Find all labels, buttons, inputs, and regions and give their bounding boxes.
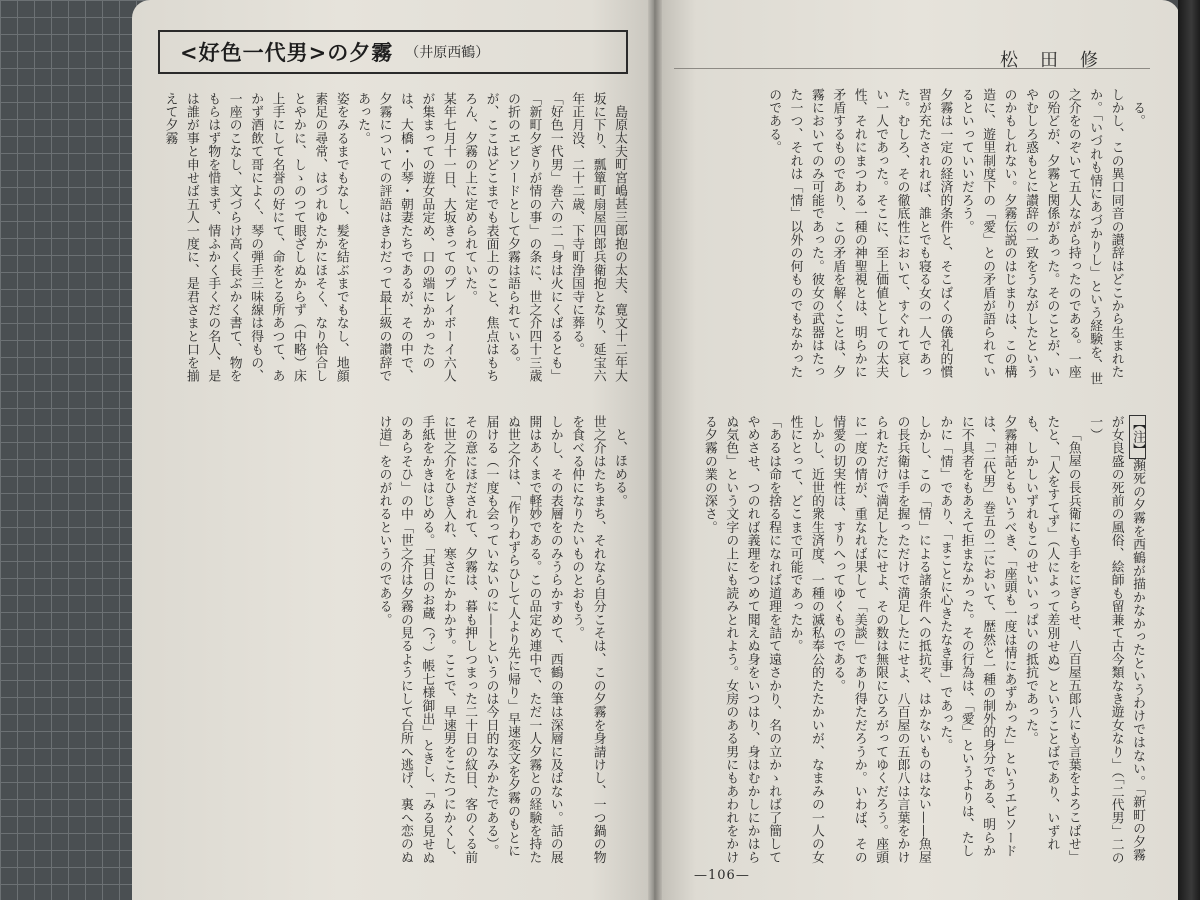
right-lower-text <box>670 415 1148 870</box>
left-upper-text <box>150 92 630 392</box>
article-subtitle: （井原西鶴） <box>405 45 490 61</box>
article-title-box <box>158 30 628 74</box>
left-upper-paragraph: 島原太夫町宮嶋甚三郎抱の太夫、寛文十二年大坂に下り、瓢簞町扇屋四郎兵衛抱となり、延宝六年正月没、二十二歳、下寺町浄国寺に葬る。 「好色一代男」巻六の二「身は火にくばるとも」「新町夕ぎりが情の事」の条に、世之介四十三歳の折のエピソードとして夕霧は語られている。が、ここはどこまでも表面上のこと、焦点はもちろん、夕霧の上に定められていた。 某年七月十一日、大坂きってのプレイボーイ六人が集まっての遊女品定め、口の端にかかったのは、大橋・小琴・朝妻たちであるが、その中で、夕霧についての評語はきわだって最上級の讃辞であった。 姿をみるまでもなし、髪を結ぶまでもなし、地顔素足の尋常、はづれゆたかにほそく、なり恰合しとやかに、しゝのつて眼ざしぬからず（中略）床上手にして名誉の好にて、命をとる所あつて、あかず酒飲て哥によく、琴の弾手三味線は得もの、一座のこなし、文づらけ高く長ぶかく書て、物をもらはず物を惜まず、情ふかく手くだの名人、是は誰が事と申せば五人一度に、是君さまと口を揃えて夕霧 <box>162 92 627 383</box>
header-rule <box>674 68 1150 69</box>
book-gutter-shadow <box>648 0 662 900</box>
annotation-text: 瀕死の夕霧を西鶴が描かなかったというわけではない。「新町の夕霧が女良盛の死前の風俗、絵師も留兼て古今類なき遊女なり」（「二代男」二の一） <box>1087 415 1145 865</box>
author-name: 松田修 <box>1000 50 1120 71</box>
right-page <box>654 0 1180 900</box>
right-upper-text <box>670 88 1148 388</box>
book-cover-edge <box>1178 0 1200 900</box>
left-page <box>132 0 654 900</box>
article-title: <好色一代男>の夕霧 <box>180 40 394 65</box>
right-lower-paragraph: 「魚屋の長兵衛にも手をにぎらせ、八百屋五郎八にも言葉をよろこばせ」たと、「人をすてず」（人によって差別せぬ）ということばであり、いずれも、しかしいずれもこのせいいっぱいの抵抗であった。 夕霧神話ともいうべき、「座頭も一度は情にあずかった」というエピソードは、「二代男」巻五の二において、歴然と一種の制外的身分である、明らかに不具者をもあえて拒まなかった。その行為は、「愛」というよりは、たしかに「情」であり、「まことに心きたなき事」であった。 しかし、この「情」による諸条件への抵抗ぞ、はかないものはない——魚屋の長兵衛は手を握っただけで満足したにせよ、八百屋の五郎八は言葉をかけられただけで満足したにせよ、その数は無限にひろがってゆくだろう。座頭に一度の情が、重なれば果して「美談」であり得ただろうか。いわば、その情愛の切実性は、すりへってゆくものである。 しかし、近世的衆生済度、一種の滅私奉公的たたかいが、なまみの一人の女性にとって、どこまで可能であったか。 「あるは命を捨る程になれば道理を詰て遠さかり、名の立かゝれば了簡してやめさせ、つのれば義理をつめて聞えぬ身をいつはり、身はむかしにかはらぬ気色」という文字の上にも読みとれよう。女房のある男にもあわれをかける夕霧の業の深さ。 <box>701 415 1081 864</box>
annotation <box>1084 415 1148 870</box>
cutting-mat-background <box>0 0 150 900</box>
left-lower-text <box>150 415 630 870</box>
left-lower-paragraph: と、ほめる。 世之介はたちまち、それなら自分こそは、この夕霧を身請けし、一つ鍋の物を食べる仲になりたいものとおもう。 しかし、その表層をのみうらかすめて、西鶴の筆は深層に及ばない。話の展開はあくまで軽妙である。この品定め連中で、ただ一人夕霧との経験を持たぬ世之介は、「作りわずらひして人より先に帰り」早速変文を夕霧のもとに届ける（一度も会っていないのに——というのは今日的なみかたである）。 その意にほだされて、夕霧は、暮も押しつまった二十日の紋日、客のくる前に世之介をひき入れ、寒さにかわかす。ここで、早速男をこたつにかくし、手紙をかきはじめる。「其日のお蔵（？）帳七様御出」ときし、「みる見せぬのあらそひ」の中「世之介は夕霧の見るようにして台所へ逃げ、裏へ恋のぬけ道」をのがれるというのである。 <box>376 415 627 865</box>
annotation-label: 【注】 <box>1130 417 1145 457</box>
page-number: —106— <box>694 868 750 883</box>
right-upper-paragraph: る。 しかし、この異口同音の讃辞はどこから生まれたか。「いづれも情にあづかりし」という経験を、世之介をのぞいて五人ながら持ったのである。一座の殆どが、夕霧と関係があった。そのことが、いやむしろ惑もとに讃辞の一致をうながしたというのかもしれない。夕霧伝説のはじまりは、この構造に、遊里制度下の「愛」との矛盾が語られているといっていいだろう。 夕霧は一定の経済的条件と、そこばくの儀礼的慣習が充たされれば、誰とでも寝る女の一人であった。むしろ、その徹底性において、すぐれて哀しい一人であった。そこに、至上価値としての太夫性、それにまつわる一種の神聖視とは、明らかに矛盾するものであり、この矛盾を解くことは、夕霧においてのみ可能であった。彼女の武器はたった一つ、それは「情」以外の何ものでもなかったのである。 <box>766 88 1145 386</box>
